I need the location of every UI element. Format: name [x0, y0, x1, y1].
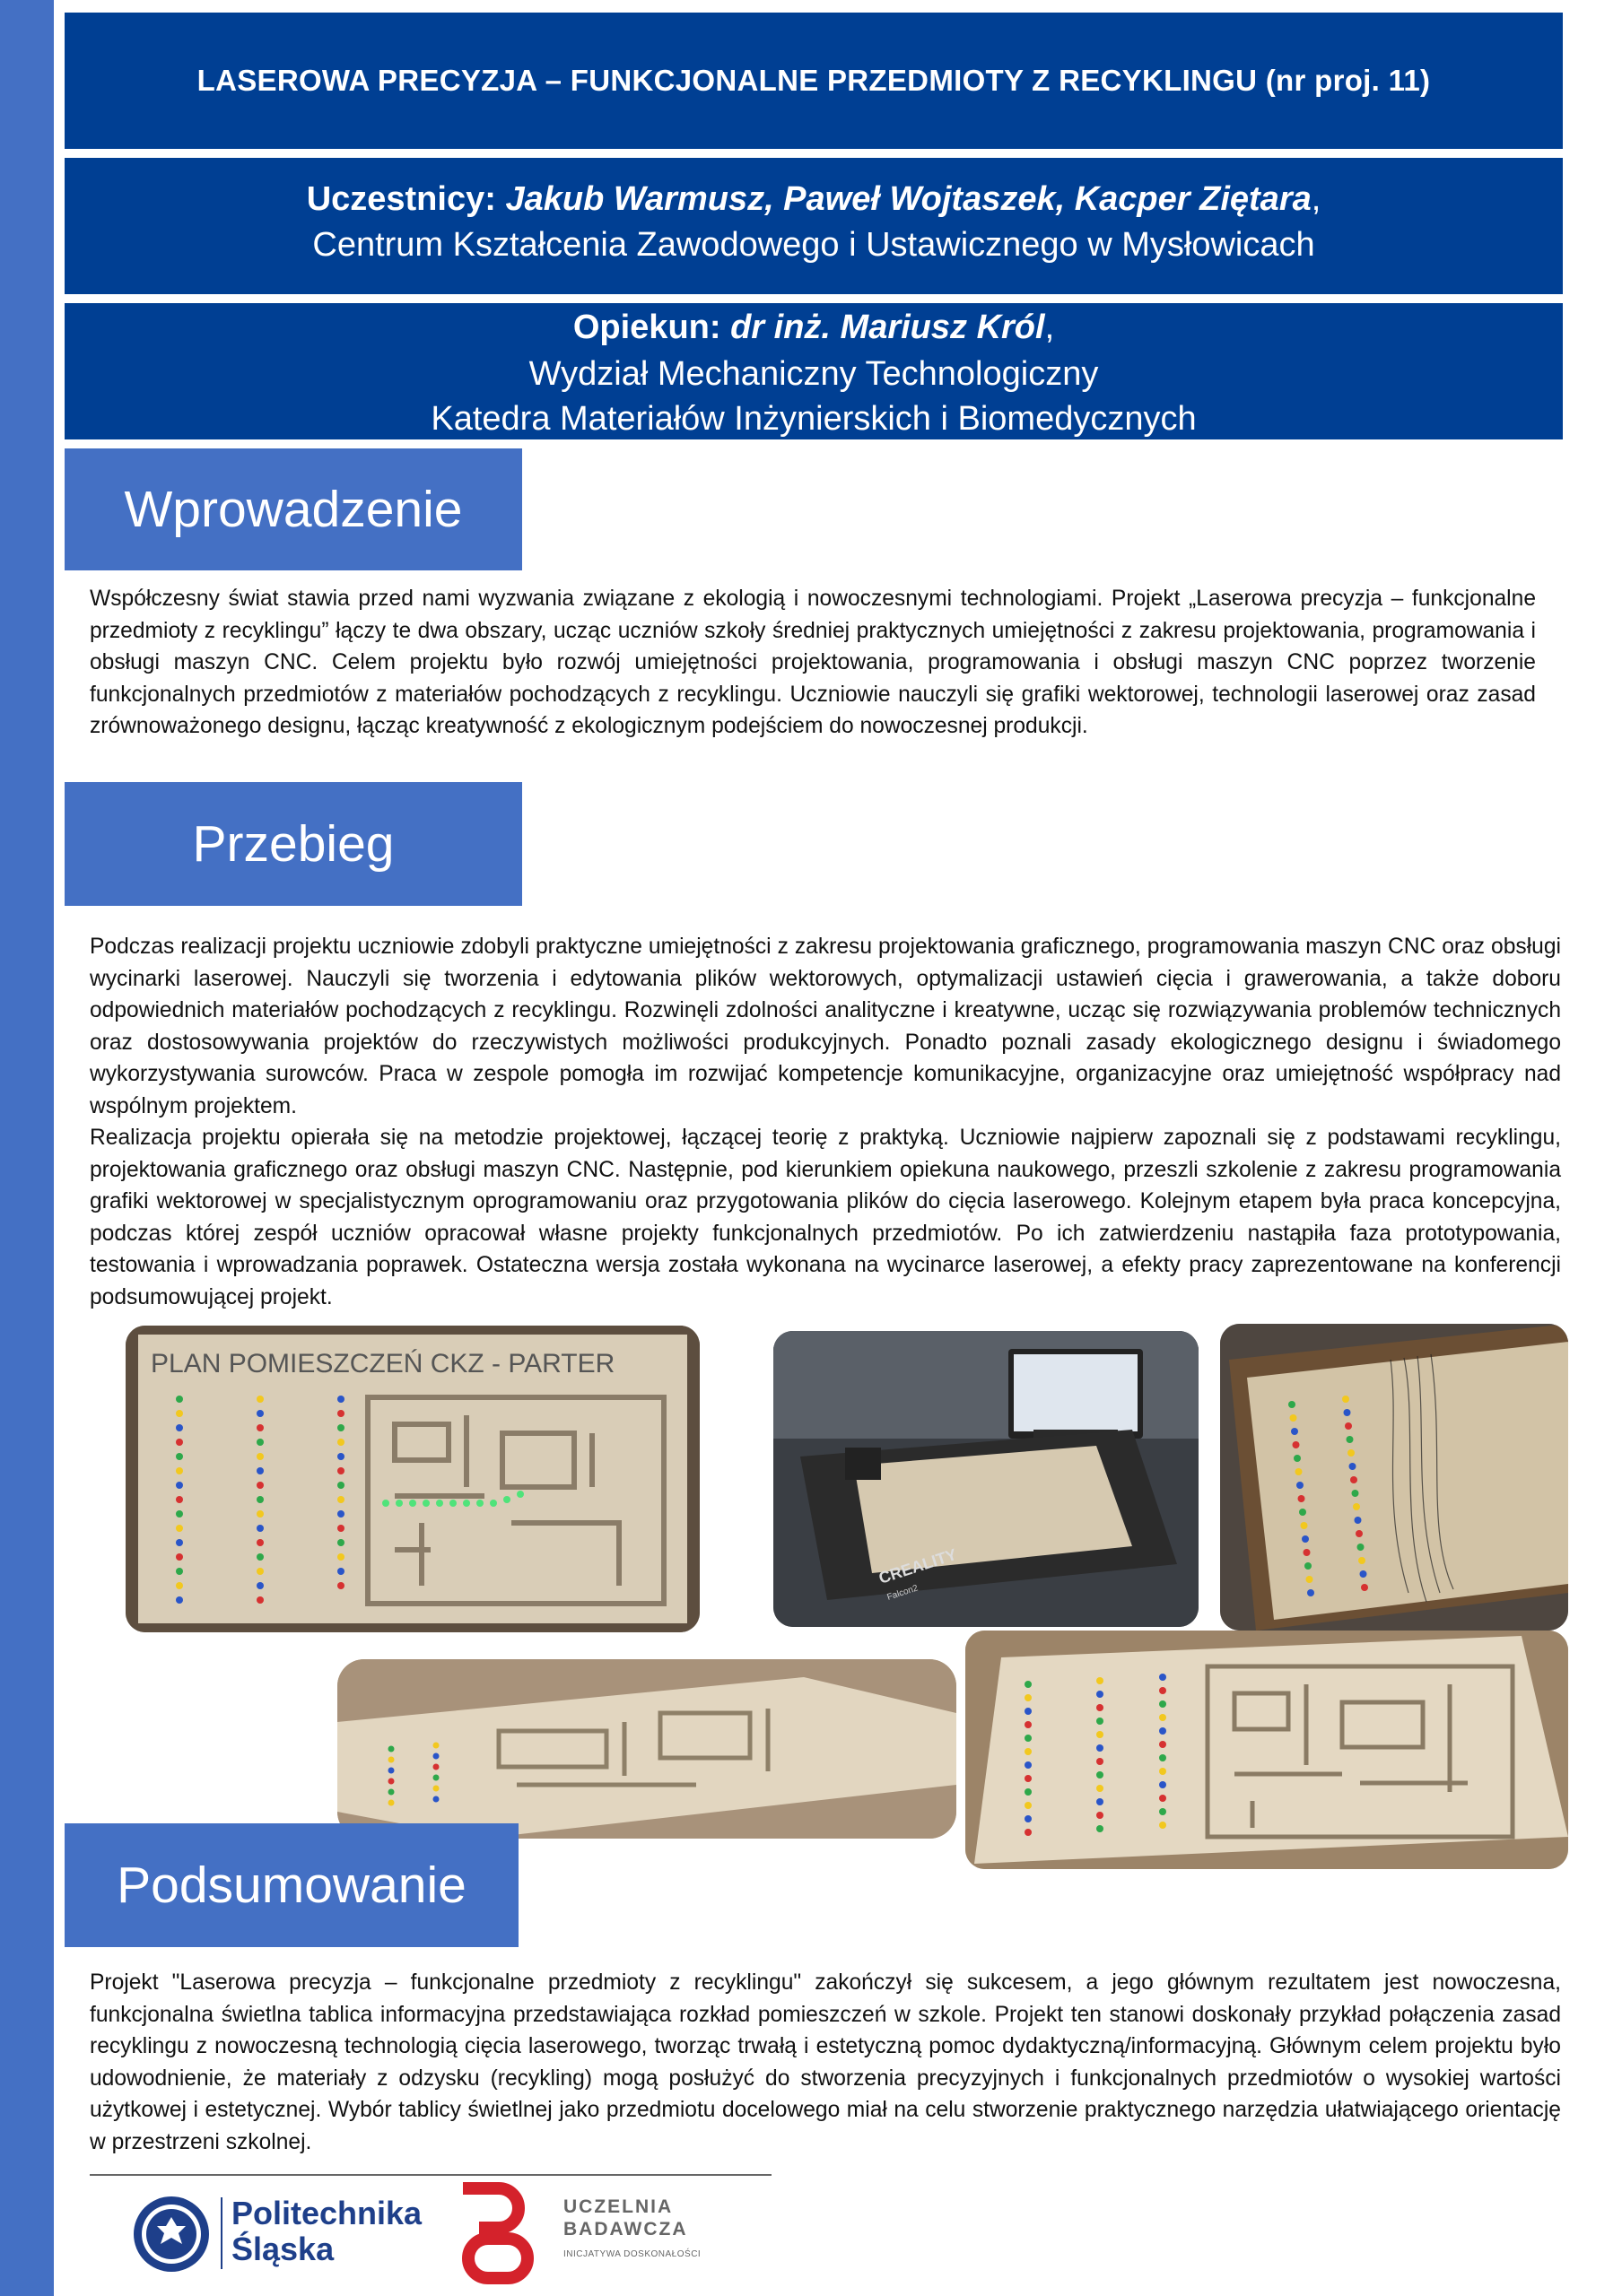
- led-dot: [1299, 1509, 1306, 1516]
- led-dot: [1298, 1495, 1305, 1502]
- led-dot: [1291, 1428, 1298, 1435]
- led-dot: [1294, 1455, 1301, 1462]
- led-dot: [1096, 1812, 1103, 1819]
- led-dot: [337, 1424, 344, 1431]
- led-dot: [1302, 1535, 1309, 1543]
- led-dot: [1159, 1674, 1166, 1681]
- laser-model-text: Falcon2: [885, 1583, 920, 1603]
- photo-board-pieces: [337, 1659, 956, 1839]
- participants-separator: ,: [1311, 180, 1321, 218]
- led-dot: [257, 1453, 264, 1460]
- led-dot: [337, 1439, 344, 1446]
- led-dot: [1025, 1829, 1032, 1836]
- poster-title: LASEROWA PRECYZJA – FUNKCJONALNE PRZEDMIOTY Z RECYKLINGU (nr proj. 11): [196, 64, 1431, 97]
- summary-paragraph: [90, 1967, 1561, 2158]
- led-dot: [176, 1424, 183, 1431]
- led-dot: [388, 1800, 395, 1806]
- supervisor-banner: [65, 303, 1563, 439]
- led-dot: [433, 1786, 440, 1792]
- led-dot: [1356, 1530, 1363, 1537]
- supervisor-department: Katedra Materiałów Inżynierskich i Biomedycznych: [431, 400, 1197, 438]
- led-dot: [1025, 1708, 1032, 1715]
- polsl-name: [231, 2196, 422, 2267]
- led-dot: [257, 1482, 264, 1489]
- led-dot: [1159, 1795, 1166, 1802]
- section-heading-summary: Podsumowanie: [65, 1823, 519, 1947]
- led-dot: [1296, 1482, 1304, 1489]
- led-dot: [1096, 1718, 1103, 1725]
- led-dot: [1358, 1557, 1365, 1564]
- led-dot: [1096, 1677, 1103, 1684]
- polsl-name-line1: Politechnika: [231, 2195, 423, 2231]
- led-dot: [1350, 1476, 1357, 1483]
- idub-title-line1: UCZELNIA: [563, 2196, 674, 2217]
- led-dot: [388, 1757, 395, 1763]
- led-dot: [257, 1510, 264, 1518]
- led-dot: [1159, 1768, 1166, 1775]
- led-dot: [176, 1582, 183, 1589]
- led-dot: [433, 1796, 440, 1803]
- led-dot: [1025, 1775, 1032, 1782]
- led-dot: [1025, 1802, 1032, 1809]
- led-dot: [1025, 1694, 1032, 1701]
- led-dot: [1357, 1544, 1365, 1551]
- led-dot: [388, 1789, 395, 1796]
- left-accent-stripe: [0, 0, 54, 2296]
- led-dot: [337, 1467, 344, 1474]
- section-heading-process: Przebieg: [65, 782, 522, 906]
- laser-brand-text: CREALITY: [876, 1544, 959, 1587]
- led-dot: [257, 1467, 264, 1474]
- led-dot: [388, 1746, 395, 1752]
- polsl-name-line2: Śląska: [231, 2231, 335, 2267]
- led-dot: [1025, 1681, 1032, 1688]
- led-dot: [1159, 1700, 1166, 1708]
- led-dot: [1352, 1490, 1359, 1497]
- led-dot: [1301, 1522, 1308, 1529]
- led-dot: [1360, 1570, 1367, 1578]
- led-dot: [176, 1568, 183, 1575]
- led-dot: [337, 1453, 344, 1460]
- led-dot: [257, 1596, 264, 1604]
- photo-laser-machine: [773, 1331, 1199, 1627]
- section-heading-intro: Wprowadzenie: [65, 448, 522, 570]
- led-dot: [337, 1539, 344, 1546]
- led-dot: [337, 1525, 344, 1532]
- process-text-1: Podczas realizacji projektu uczniowie zdobyli praktyczne umiejętności z zakresu projektowania graficznego, programowania maszyn CNC oraz obsługi wycinarki laserowej. Nauczyli się tworzenia i edytowania plików wektorowych, optymalizacji ustawień cięcia i grawerowania, a także doboru odpowiednich materiałów pochodzących z recyklingu. Rozwinęli zdolności analityczne i kreatywne, ucząc się rozwiązywania problemów technicznych oraz dostosowywania projektów do rzeczywistych możliwości produkcyjnych. Ponadto poznali zasady ekologicznego designu i świadomego wykorzystywania surowców. Praca w zespole pomogła im rozwijać kompetencje komunikacyjne, organizacyjne oraz umiejętność współpracy nad wspólnym projektem.: [90, 935, 1561, 1118]
- photo-board-front: [126, 1326, 700, 1632]
- led-dot: [257, 1525, 264, 1532]
- idub-emblem-icon: [456, 2181, 554, 2285]
- led-dot: [1159, 1822, 1166, 1829]
- supervisor-faculty: Wydział Mechaniczny Technologiczny: [528, 355, 1099, 393]
- led-dot: [1361, 1584, 1368, 1591]
- led-dot: [337, 1482, 344, 1489]
- participants-school: Centrum Kształcenia Zawodowego i Ustawicznego w Mysłowicach: [312, 226, 1315, 264]
- led-dot: [1096, 1771, 1103, 1779]
- supervisor-name: dr inż. Mariusz Król: [730, 309, 1045, 346]
- led-dot: [257, 1582, 264, 1589]
- led-dot: [1096, 1704, 1103, 1711]
- led-dot: [433, 1743, 440, 1749]
- participants-label: Uczestnicy:: [306, 180, 496, 218]
- polsl-emblem-icon: [131, 2194, 212, 2274]
- led-dot: [176, 1525, 183, 1532]
- led-dot: [337, 1553, 344, 1561]
- logo-politechnika-slaska: [131, 2188, 436, 2278]
- led-dot: [433, 1764, 440, 1770]
- led-dot: [1347, 1449, 1355, 1457]
- led-dot: [1159, 1808, 1166, 1815]
- led-dot: [433, 1775, 440, 1781]
- led-dot: [337, 1396, 344, 1403]
- led-dot: [1025, 1721, 1032, 1728]
- led-dot: [1025, 1815, 1032, 1822]
- led-dot: [257, 1424, 264, 1431]
- board-title-text: PLAN POMIESZCZEŃ CKZ - PARTER: [151, 1349, 615, 1378]
- participants-line: [65, 158, 1563, 222]
- idub-subtitle: INICJATYWA DOSKONAŁOŚCI: [563, 2249, 702, 2259]
- led-dot: [1304, 1549, 1311, 1556]
- process-paragraph: [90, 931, 1561, 1313]
- led-dot: [176, 1396, 183, 1403]
- led-dot: [176, 1453, 183, 1460]
- led-dot: [1295, 1468, 1303, 1475]
- led-dot: [1159, 1741, 1166, 1748]
- led-dot: [1293, 1441, 1300, 1448]
- led-dot: [1344, 1409, 1351, 1416]
- led-dot: [1025, 1748, 1032, 1755]
- led-dot: [1159, 1754, 1166, 1761]
- idub-title: [563, 2196, 687, 2240]
- led-dot: [176, 1510, 183, 1518]
- led-dot: [1096, 1825, 1103, 1832]
- idub-title-line2: BADAWCZA: [563, 2219, 688, 2239]
- led-dot: [1025, 1761, 1032, 1769]
- led-dot: [1096, 1758, 1103, 1765]
- led-dot: [1345, 1422, 1352, 1430]
- led-dot: [1347, 1436, 1354, 1443]
- photo-board-angled: [1220, 1324, 1568, 1631]
- led-dot: [388, 1768, 395, 1774]
- board-pieces-illustration: [337, 1659, 956, 1839]
- supervisor-line: [65, 303, 1563, 352]
- led-dot: [257, 1439, 264, 1446]
- led-dot: [1307, 1589, 1314, 1596]
- led-dot: [257, 1539, 264, 1546]
- led-dot: [257, 1553, 264, 1561]
- led-dot: [257, 1410, 264, 1417]
- led-dot: [1096, 1691, 1103, 1698]
- led-dot: [388, 1779, 395, 1785]
- led-dot: [176, 1496, 183, 1503]
- led-dot: [1159, 1714, 1166, 1721]
- led-dot: [1304, 1562, 1312, 1570]
- led-dot: [337, 1582, 344, 1589]
- supervisor-separator: ,: [1044, 309, 1055, 346]
- photo-board-assembled: [965, 1631, 1568, 1869]
- led-dot: [1096, 1785, 1103, 1792]
- supervisor-label: Opiekun:: [572, 309, 721, 346]
- led-dot: [1355, 1517, 1362, 1524]
- led-dot: [1159, 1687, 1166, 1694]
- led-dot: [1353, 1503, 1360, 1510]
- logo-uczelnia-badawcza: [456, 2181, 725, 2285]
- led-dot: [1096, 1731, 1103, 1738]
- led-dot: [337, 1410, 344, 1417]
- logo-separator-bar: [221, 2197, 222, 2269]
- board-angled-illustration: [1220, 1324, 1568, 1631]
- led-dot: [337, 1568, 344, 1575]
- led-dot: [257, 1496, 264, 1503]
- led-dot: [176, 1439, 183, 1446]
- led-dot: [337, 1510, 344, 1518]
- led-dot: [1159, 1727, 1166, 1735]
- led-dot: [176, 1482, 183, 1489]
- process-text-2: Realizacja projektu opierała się na metodzie projektowej, łączącej teorię z praktyką. Uczniowie najpierw zapoznali się z podstawami recyklingu, projektowania graficznego oraz obsługi maszyn CNC. Następnie, pod kierunkiem opiekuna naukowego, przeszli szkolenie z zakresu programowania grafiki wektorowej w specjalistycznym oprogramowaniu oraz przygotowania plików do cięcia laserowego. Kolejnym etapem była praca koncepcyjna, podczas której zespół uczniów opracował własne projekty funkcjonalnych przedmiotów. Po ich zatwierdzeniu nastąpiła faza prototypowania, testowania i wprowadzania poprawek. Ostateczna wersja została wykonana na wycinarce laserowej, a efekty pracy zaprezentowane na konferencji podsumowującej projekt.: [90, 1126, 1561, 1309]
- led-dot: [1290, 1414, 1297, 1422]
- led-dot: [176, 1467, 183, 1474]
- led-dot: [176, 1410, 183, 1417]
- led-dot: [176, 1539, 183, 1546]
- intro-paragraph: [90, 583, 1536, 743]
- led-dot: [176, 1553, 183, 1561]
- led-dot: [257, 1568, 264, 1575]
- title-banner: [65, 13, 1563, 149]
- led-dot: [1025, 1735, 1032, 1742]
- led-dot: [433, 1753, 440, 1760]
- summary-text: Projekt "Laserowa precyzja – funkcjonalne przedmioty z recyklingu" zakończył się sukcesem, a jego głównym rezultatem jest nowoczesna, funkcjonalna świetlna tablica informacyjna przedstawiająca rozkład pomieszczeń w szkole. Projekt ten stanowi doskonały przykład połączenia zasad recyklingu z nowoczesną technologią cięcia laserowego, tworząc trwałą i estetyczną pomoc dydaktyczną/informacyjną. Głównym celem projektu było udowodnienie, że materiały z odzysku (recykling) mogą posłużyć do stworzenia precyzyjnych i funkcjonalnych przedmiotów o wysokiej wartości użytkowej i estetycznej. Wybór tablicy świetlnej jako przedmiotu docelowego miał na celu stworzenie praktycznego narzędzia ułatwiającego orientację w przestrzeni szkolnej.: [90, 1970, 1561, 2154]
- laser-machine-illustration: [773, 1331, 1199, 1627]
- participants-names: Jakub Warmusz, Paweł Wojtaszek, Kacper Ziętara: [505, 180, 1312, 218]
- led-dot: [1025, 1788, 1032, 1796]
- board-assembled-illustration: [965, 1631, 1568, 1869]
- led-dot: [1306, 1576, 1313, 1583]
- board-front-illustration: [126, 1326, 700, 1632]
- led-dot: [176, 1596, 183, 1604]
- led-dot: [1096, 1744, 1103, 1752]
- led-dot: [1349, 1463, 1356, 1470]
- led-dot: [1096, 1798, 1103, 1805]
- led-dot: [1159, 1781, 1166, 1788]
- footer-divider: [90, 2174, 772, 2176]
- intro-text: Współczesny świat stawia przed nami wyzwania związane z ekologią i nowoczesnymi technologiami. Projekt „Laserowa precyzja – funkcjonalne przedmioty z recyklingu” łączy te dwa obszary, ucząc uczniów szkoły średniej praktycznych umiejętności z zakresu projektowania, programowania i obsługi maszyn CNC. Celem projektu było rozwój umiejętności projektowania, programowania i obsługi maszyn CNC poprzez tworzenie funkcjonalnych przedmiotów z materiałów pochodzących z recyklingu. Uczniowie nauczyli się grafiki wektorowej, technologii laserowej oraz zasad zrównoważonego designu, łącząc kreatywność z ekologicznym podejściem do nowoczesnej produkcji.: [90, 587, 1536, 738]
- participants-banner: [65, 158, 1563, 294]
- led-dot: [337, 1496, 344, 1503]
- led-dot: [257, 1396, 264, 1403]
- led-dot: [1288, 1401, 1295, 1408]
- led-dot: [1342, 1396, 1349, 1403]
